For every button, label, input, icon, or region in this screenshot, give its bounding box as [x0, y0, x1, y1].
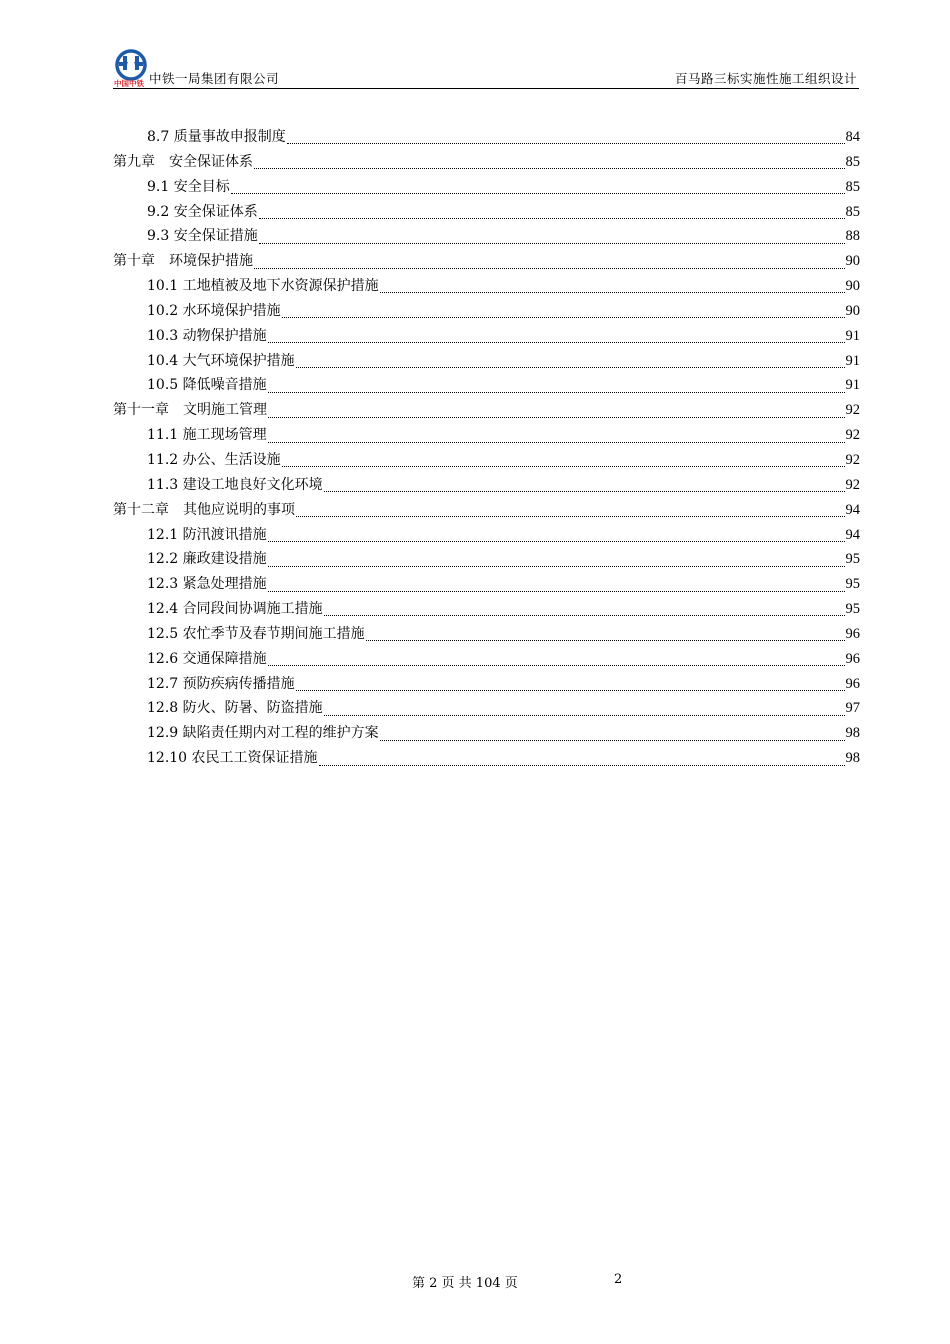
toc-entry-page: 85	[845, 178, 860, 195]
toc-dot-leader	[259, 217, 845, 219]
toc-entry-label: 10.3 动物保护措施	[147, 327, 267, 344]
toc-section-entry[interactable]	[113, 224, 860, 249]
toc-entry-label: 10.4 大气环境保护措施	[147, 352, 295, 369]
toc-entry-label: 10.1 工地植被及地下水资源保护措施	[147, 278, 379, 295]
toc-entry-page: 96	[845, 650, 860, 667]
toc-entry-page: 98	[845, 750, 860, 767]
toc-entry-page: 92	[845, 402, 860, 419]
toc-dot-leader	[268, 565, 845, 567]
toc-entry-page: 91	[845, 377, 860, 394]
toc-entry-label: 12.10 农民工工资保证措施	[147, 750, 318, 767]
logo-text: 中国中铁	[114, 79, 144, 88]
toc-section-entry[interactable]	[113, 373, 860, 398]
toc-section-entry[interactable]	[113, 746, 860, 771]
toc-entry-page: 94	[845, 526, 860, 543]
toc-entry-label: 9.2 安全保证体系	[147, 203, 258, 220]
china-railway-logo-icon	[113, 48, 153, 88]
toc-chapter-entry[interactable]	[113, 398, 860, 423]
toc-section-entry[interactable]	[113, 721, 860, 746]
toc-entry-page: 92	[845, 451, 860, 468]
toc-dot-leader	[259, 242, 845, 244]
toc-section-entry[interactable]	[113, 324, 860, 349]
toc-entry-label: 12.4 合同段间协调施工措施	[147, 601, 323, 618]
toc-entry-label: 12.2 廉政建设措施	[147, 551, 267, 568]
toc-section-entry[interactable]	[113, 647, 860, 672]
toc-entry-page: 92	[845, 427, 860, 444]
toc-entry-label: 9.1 安全目标	[147, 178, 230, 195]
document-title: 百马路三标实施性施工组织设计	[674, 71, 857, 86]
page-counter: 第 2 页 共 104 页	[412, 1276, 518, 1291]
toc-entry-label: 12.7 预防疾病传播措施	[147, 675, 295, 692]
toc-section-entry[interactable]	[113, 349, 860, 374]
toc-chapter-entry[interactable]	[113, 150, 860, 175]
toc-section-entry[interactable]	[113, 448, 860, 473]
toc-dot-leader	[282, 316, 845, 318]
toc-section-entry[interactable]	[113, 672, 860, 697]
page-header	[113, 48, 859, 89]
toc-dot-leader	[296, 689, 845, 691]
toc-dot-leader	[324, 714, 845, 716]
company-name: 中铁一局集团有限公司	[149, 71, 280, 86]
toc-dot-leader	[268, 540, 845, 542]
toc-entry-label: 9.3 安全保证措施	[147, 228, 258, 245]
toc-dot-leader	[268, 590, 845, 592]
toc-dot-leader	[282, 465, 845, 467]
toc-entry-label: 12.9 缺陷责任期内对工程的维护方案	[147, 725, 379, 742]
toc-dot-leader	[268, 391, 845, 393]
toc-dot-leader	[366, 639, 845, 641]
toc-entry-label: 10.5 降低噪音措施	[147, 377, 267, 394]
toc-dot-leader	[254, 167, 845, 169]
table-of-contents	[113, 125, 860, 771]
toc-dot-leader	[324, 490, 845, 492]
toc-entry-label: 第十章 环境保护措施	[113, 253, 253, 270]
toc-section-entry[interactable]	[113, 175, 860, 200]
toc-entry-label: 12.3 紧急处理措施	[147, 576, 267, 593]
toc-entry-page: 96	[845, 675, 860, 692]
toc-section-entry[interactable]	[113, 473, 860, 498]
toc-entry-label: 第九章 安全保证体系	[113, 153, 253, 170]
toc-entry-label: 11.1 施工现场管理	[147, 427, 267, 444]
toc-section-entry[interactable]	[113, 547, 860, 572]
toc-section-entry[interactable]	[113, 423, 860, 448]
toc-dot-leader	[231, 192, 845, 194]
toc-section-entry[interactable]	[113, 200, 860, 225]
toc-entry-page: 85	[845, 203, 860, 220]
toc-entry-page: 88	[845, 228, 860, 245]
toc-entry-label: 11.3 建设工地良好文化环境	[147, 476, 323, 493]
toc-dot-leader	[254, 267, 845, 269]
toc-entry-page: 85	[845, 153, 860, 170]
toc-dot-leader	[268, 441, 845, 443]
toc-entry-label: 第十二章 其他应说明的事项	[113, 501, 295, 518]
toc-entry-page: 90	[845, 302, 860, 319]
toc-entry-page: 90	[845, 278, 860, 295]
toc-dot-leader	[268, 664, 845, 666]
toc-section-entry[interactable]	[113, 572, 860, 597]
toc-section-entry[interactable]	[113, 696, 860, 721]
toc-chapter-entry[interactable]	[113, 249, 860, 274]
toc-entry-page: 84	[845, 129, 860, 145]
toc-dot-leader	[296, 515, 845, 517]
toc-entry-page: 95	[845, 551, 860, 568]
toc-entry-page: 98	[845, 725, 860, 742]
toc-section-entry[interactable]	[113, 125, 860, 150]
toc-entry-page: 90	[845, 253, 860, 270]
toc-entry-label: 12.1 防汛渡讯措施	[147, 526, 267, 543]
toc-section-entry[interactable]	[113, 523, 860, 548]
toc-entry-page: 95	[845, 601, 860, 618]
toc-entry-page: 94	[845, 501, 860, 518]
toc-section-entry[interactable]	[113, 299, 860, 324]
toc-dot-leader	[380, 739, 845, 741]
toc-entry-label: 第十一章 文明施工管理	[113, 402, 267, 419]
toc-entry-page: 91	[845, 352, 860, 369]
toc-section-entry[interactable]	[113, 622, 860, 647]
toc-entry-label: 8.7 质量事故申报制度	[147, 129, 286, 145]
toc-dot-leader	[324, 614, 845, 616]
toc-entry-label: 12.6 交通保障措施	[147, 650, 267, 667]
toc-section-entry[interactable]	[113, 274, 860, 299]
toc-entry-label: 10.2 水环境保护措施	[147, 302, 281, 319]
toc-chapter-entry[interactable]	[113, 498, 860, 523]
toc-entry-page: 97	[845, 700, 860, 717]
toc-dot-leader	[380, 291, 845, 293]
toc-entry-label: 12.8 防火、防暑、防盗措施	[147, 700, 323, 717]
toc-entry-page: 91	[845, 327, 860, 344]
page-number: 2	[614, 1272, 623, 1287]
toc-entry-page: 96	[845, 625, 860, 642]
toc-dot-leader	[319, 764, 845, 766]
toc-entry-page: 92	[845, 476, 860, 493]
toc-section-entry[interactable]	[113, 597, 860, 622]
toc-dot-leader	[296, 366, 845, 368]
toc-dot-leader	[287, 142, 845, 144]
toc-entry-label: 12.5 农忙季节及春节期间施工措施	[147, 625, 365, 642]
toc-entry-page: 95	[845, 576, 860, 593]
toc-entry-label: 11.2 办公、生活设施	[147, 451, 281, 468]
toc-dot-leader	[268, 341, 845, 343]
toc-dot-leader	[268, 416, 845, 418]
